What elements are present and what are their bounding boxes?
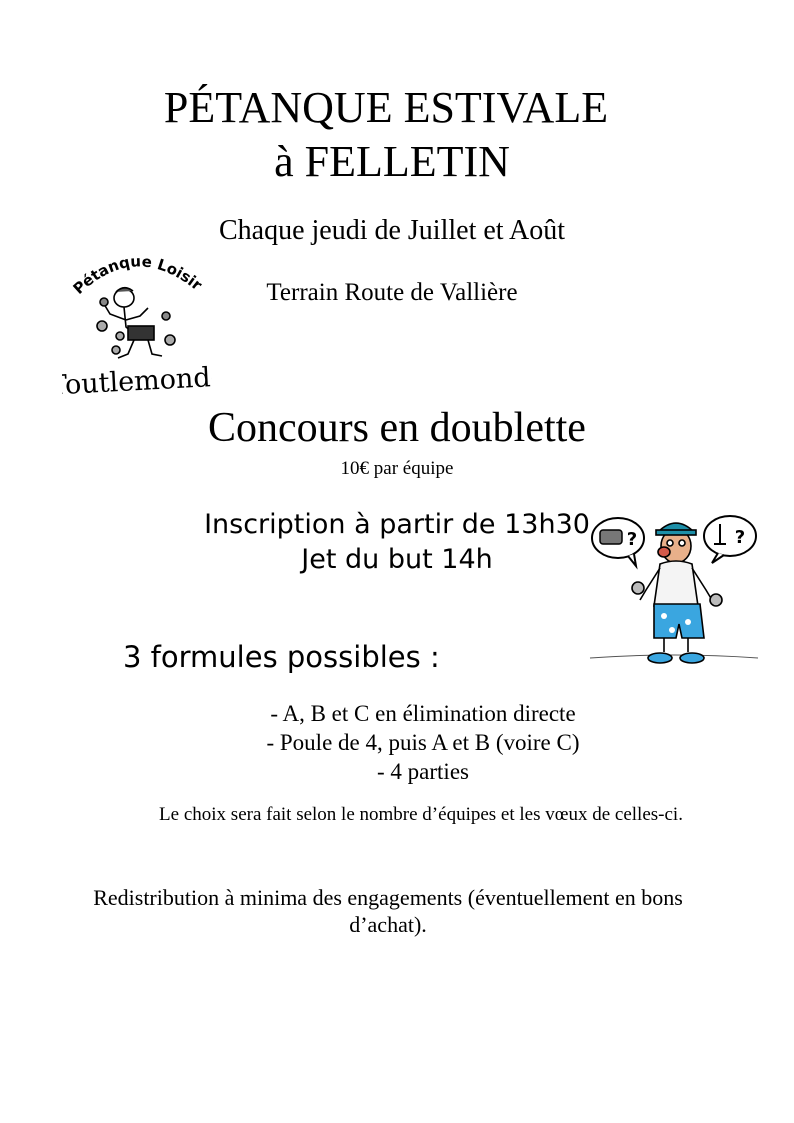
location-text: Terrain Route de Vallière [266,279,518,306]
mascot-illustration [588,508,760,688]
logo-arc-textpath: Pétanque Loisir [69,252,206,298]
schedule-text: Chaque jeudi de Juillet et Août [218,215,566,246]
choice-note: Le choix sera fait selon le nombre d’équipes et les vœux de celles-ci. [159,804,683,825]
svg-text:?: ? [626,529,638,550]
question-bubble-right-icon [704,516,756,563]
logo-player-figure [97,288,175,358]
contest-fee: 10€ par équipe [340,458,454,479]
logo-name-text: Toutlemonde [62,361,212,402]
redistribution-note: Redistribution à minima des engagements (éventuellement en bons d’achat). [93,885,683,937]
petanque-mascot-icon [588,508,760,688]
poster-title-line2: à FELLETIN [274,137,510,186]
formulas-list [0,699,794,786]
formulas-heading: 3 formules possibles : [123,640,440,674]
logo-arc-text [62,240,206,298]
svg-text:?: ? [734,527,746,548]
formula-item: - 4 parties [377,759,469,784]
start-time: Jet du but 14h [301,544,493,575]
club-logo [62,240,212,405]
question-bubble-left-icon [592,518,644,566]
petanque-loisirs-logo-icon [62,240,212,405]
poster-title-line1: PÉTANQUE ESTIVALE [163,83,609,132]
contest-title: Concours en doublette [208,405,586,451]
formula-item: - Poule de 4, puis A et B (voire C) [266,730,580,755]
registration-time: Inscription à partir de 13h30 [204,509,590,540]
formula-item: - A, B et C en élimination directe [270,701,576,726]
